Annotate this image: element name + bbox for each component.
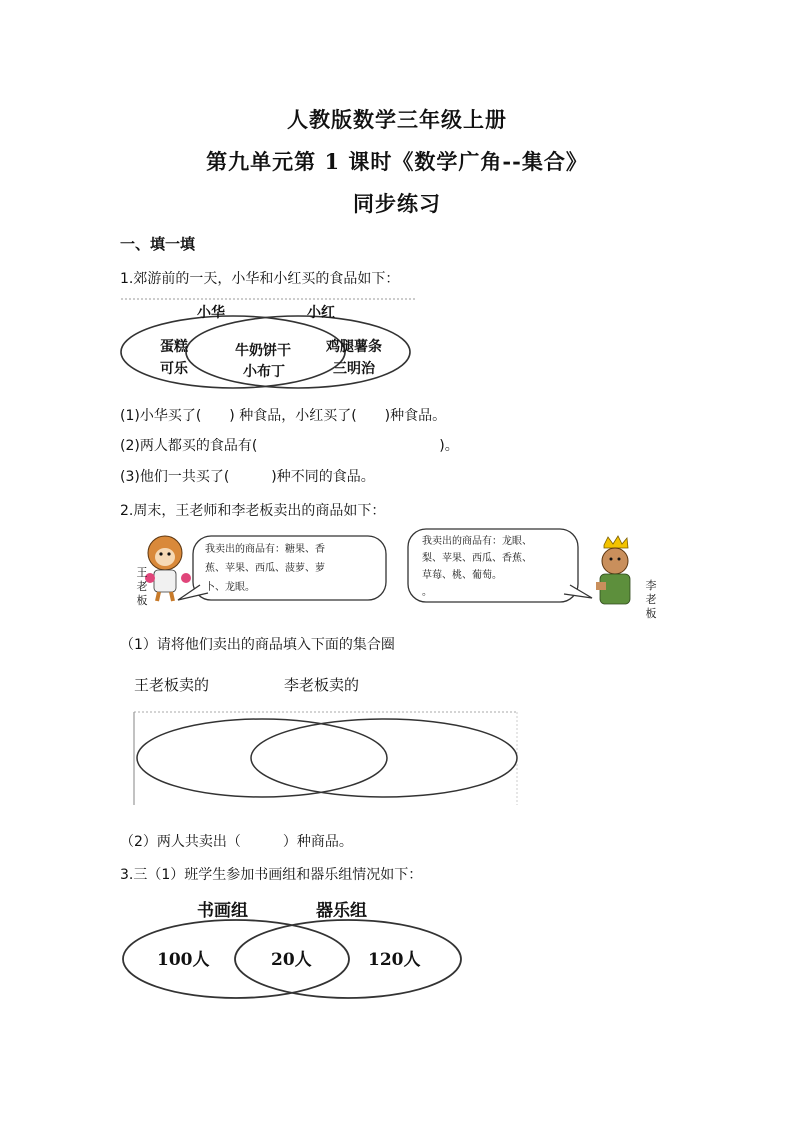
question-1-sub-1: (1)小华买了( ) 种食品，小红买了( )种食品。 (120, 408, 447, 424)
character-name-right: 李老板 (645, 579, 657, 620)
venn-q1-both-item: 牛奶饼干 (235, 343, 291, 359)
venn-q1-both-item: 小布丁 (243, 364, 285, 380)
venn-q3-right-ellipse (235, 920, 461, 998)
venn-q3-both-value: 20人 (271, 950, 312, 970)
speech-bubble-left-text: 我卖出的商品有：糖果、香 蕉、苹果、西瓜、菠萝、萝 卜、龙眼。 (205, 544, 325, 593)
venn-q1-right-item: 鸡腿薯条 (326, 339, 382, 355)
page-subtitle: 第九单元第 1 课时《数学广角--集合》 (206, 149, 588, 174)
monkey-character-icon (145, 536, 191, 601)
venn-q1-label-right: 小红 (307, 305, 335, 321)
venn-q2-label-left: 王老板卖的 (134, 676, 210, 694)
venn-q1-left-ellipse (121, 316, 345, 388)
question-2-sub-1: （1）请将他们卖出的商品填入下面的集合圈 (120, 637, 395, 653)
page-subtitle-practice: 同步练习 (353, 191, 441, 216)
venn-q2-right-ellipse (251, 719, 517, 797)
question-1-text: 1.郊游前的一天，小华和小红买的食品如下： (120, 271, 400, 287)
page-title: 人教版数学三年级上册 (287, 107, 507, 132)
boss-character-icon (596, 536, 630, 604)
question-1-sub-3: (3)他们一共买了( )种不同的食品。 (120, 469, 375, 485)
venn-q2-label-right: 李老板卖的 (284, 676, 360, 694)
character-name-left: 王老板 (136, 566, 148, 607)
speech-bubble-right-text: 我卖出的商品有：龙眼、 梨、苹果、西瓜、香蕉、 草莓、桃、葡萄。 。 (422, 536, 532, 598)
venn-q3-label-left: 书画组 (197, 901, 248, 921)
venn-q1-right-item: 三明治 (333, 361, 375, 377)
venn-q1-label-left: 小华 (197, 305, 225, 321)
venn-q3-right-value: 120人 (368, 950, 421, 970)
venn-q1-left-item: 蛋糕 (160, 339, 188, 355)
section-heading: 一、填一填 (120, 235, 196, 253)
venn-q3-label-right: 器乐组 (316, 901, 367, 921)
question-2-sub-2: （2）两人共卖出（ ）种商品。 (120, 834, 353, 850)
question-3-text: 3.三（1）班学生参加书画组和器乐组情况如下： (120, 867, 423, 883)
question-1-sub-2: (2)两人都买的食品有( )。 (120, 438, 459, 454)
venn-q3-left-value: 100人 (157, 950, 210, 970)
question-2-text: 2.周末，王老师和李老板卖出的商品如下： (120, 503, 386, 519)
venn-q1-left-item: 可乐 (160, 361, 188, 377)
venn-q2-left-ellipse (137, 719, 387, 797)
